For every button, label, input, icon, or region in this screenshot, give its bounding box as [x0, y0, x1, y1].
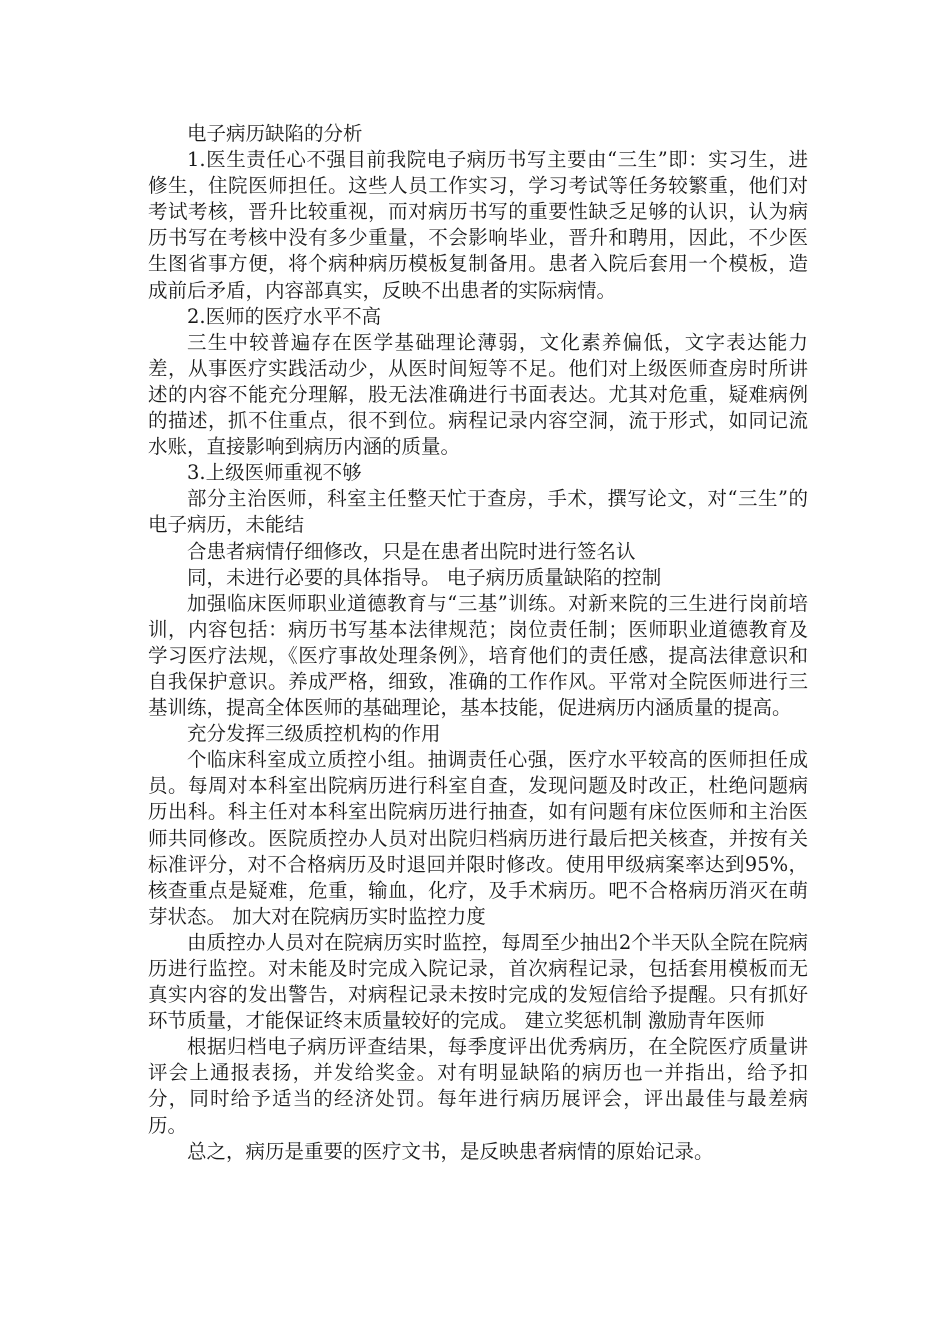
paragraph: 部分主治医师，科室主任整天忙于查房，手术，撰写论文，对“三生”的电子病历，未能结	[148, 487, 808, 537]
paragraph: 同，未进行必要的具体指导。 电子病历质量缺陷的控制	[187, 565, 662, 589]
section-heading: 充分发挥三级质控机构的作用	[187, 722, 441, 746]
paragraph: 合患者病情仔细修改，只是在患者出院时进行签名认	[187, 539, 636, 563]
paragraph: 由质控办人员对在院病历实时监控，每周至少抽出2个半天队全院在院病历进行监控。对未能及时完成入院记录，首次病程记录，包括套用模板而无真实内容的发出警告，对病程记录未按时完成的发短信给予提醒。只有抓好环节质量，才能保证终末质量较好的完成。 建立奖惩机制 激励青年医师	[148, 930, 808, 1033]
paragraph: 个临床科室成立质控小组。抽调责任心强，医疗水平较高的医师担任成员。每周对本科室出院病历进行科室自查，发现问题及时改正，杜绝问题病历出科。科主任对本科室出院病历进行抽查，如有问题有床位医师和主治医师共同修改。医院质控办人员对出院归档病历进行最后把关核查，并按有关标准评分，对不合格病历及时退回并限时修改。使用甲级病案率达到95%，核查重点是疑难，危重，输血，化疗，及手术病历。吧不合格病历消灭在萌芽状态。 加大对在院病历实时监控力度	[148, 748, 808, 928]
paragraph: 1.医生责任心不强目前我院电子病历书写主要由“三生”即：实习生，进修生，住院医师担任。这些人员工作实习，学习考试等任务较繁重，他们对考试考核，晋升比较重视，而对病历书写的重要性缺乏足够的认识，认为病历书写在考核中没有多少重量，不会影响毕业，晋升和聘用，因此，不少医生图省事方便，将个病种病历模板复制备用。患者入院后套用一个模板，造成前后矛盾，内容部真实，反映不出患者的实际病情。	[148, 148, 808, 302]
paragraph: 加强临床医师职业道德教育与“三基”训练。对新来院的三生进行岗前培训，内容包括：病历书写基本法律规范；岗位责任制；医师职业道德教育及学习医疗法规，《医疗事故处理条例》，培育他们的责任感，提高法律意识和自我保护意识。养成严格，细致，准确的工作作风。平常对全院医师进行三基训练，提高全体医师的基础理论，基本技能，促进病历内涵质量的提高。	[148, 591, 808, 720]
paragraph: 总之，病历是重要的医疗文书，是反映患者病情的原始记录。	[187, 1139, 714, 1163]
section-heading: 电子病历缺陷的分析	[187, 122, 363, 145]
paragraph: 三生中较普遍存在医学基础理论薄弱，文化素养偏低，文字表达能力差，从事医疗实践活动少，从医时间短等不足。他们对上级医师查房时所讲述的内容不能充分理解，股无法准确进行书面表达。尤其对危重，疑难病例的描述，抓不住重点，很不到位。病程记录内容空洞，流于形式，如同记流水账，直接影响到病历内涵的质量。	[148, 330, 808, 459]
section-heading: 2.医师的医疗水平不高	[187, 304, 382, 328]
paragraph: 根据归档电子病历评查结果，每季度评出优秀病历，在全院医疗质量讲评会上通报表扬，并发给奖金。对有明显缺陷的病历也一并指出，给予扣分，同时给予适当的经济处罚。每年进行病历展评会，评出最佳与最差病历。	[148, 1035, 808, 1137]
document-body	[148, 121, 808, 1165]
section-heading: 3.上级医师重视不够	[187, 461, 362, 485]
